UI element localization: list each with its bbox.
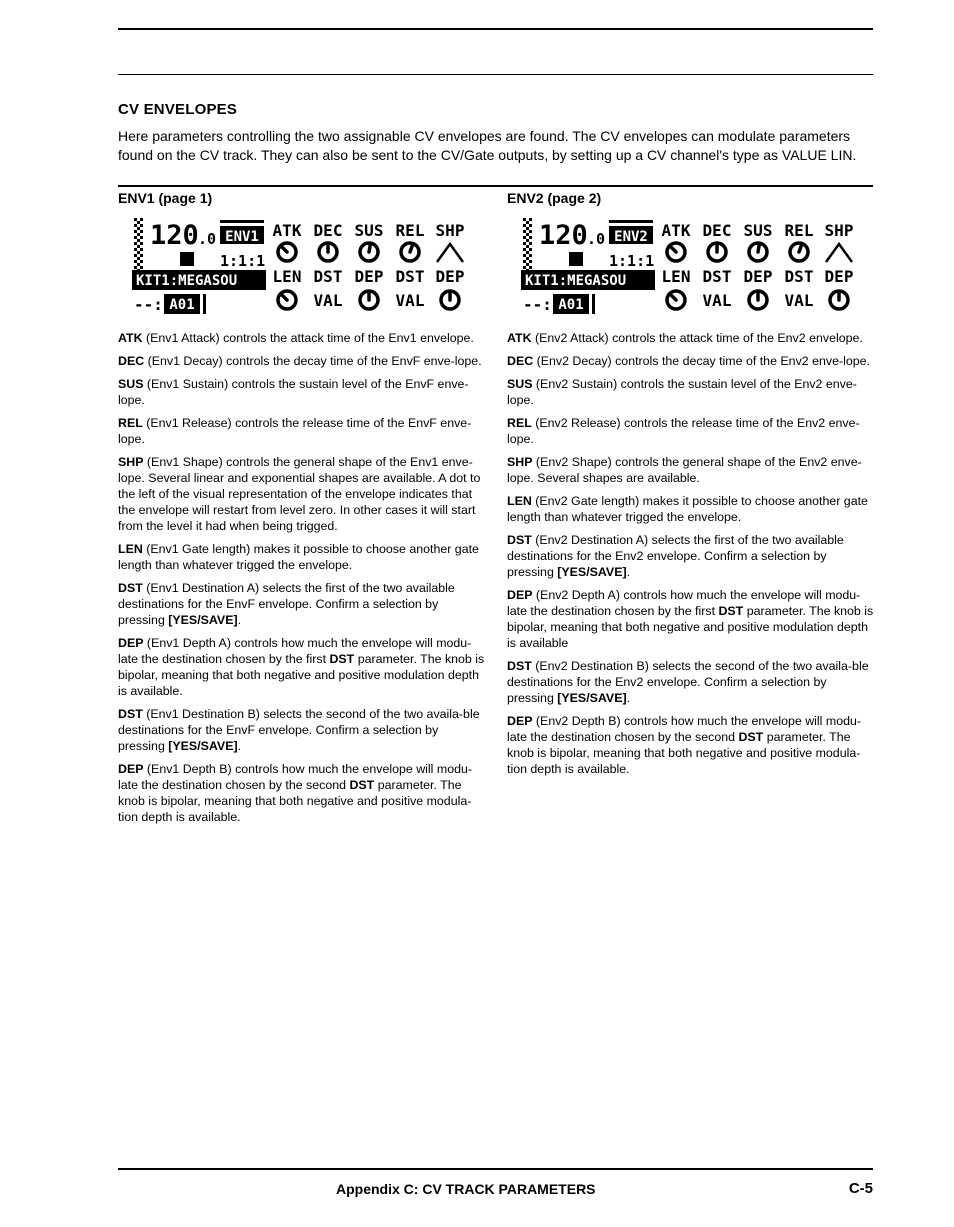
param-name: REL [118,416,143,430]
lcd-value-val: VAL [313,291,343,310]
lcd-page-bar [220,220,264,223]
param-name: LEN [118,542,143,556]
lcd-page-bar [609,220,653,223]
param-dst-description [118,580,486,628]
param-name: DST [507,659,532,673]
param-shp-description [118,454,486,534]
param-keyword: [YES/SAVE] [557,565,627,579]
param-dst-description [118,706,486,754]
param-name: SUS [507,377,533,391]
param-text: parameter. The knob is bipolar, meaning that both negative and positive modulation depth is available. [118,652,485,698]
param-text: (Env2 Decay) controls the decay time of the Env2 enve-lope. [533,354,870,368]
lcd-pattern-prefix: --: [134,295,163,314]
lcd-label-atk: ATK [661,221,691,240]
param-name: DST [118,581,143,595]
param-keyword: [YES/SAVE] [168,613,238,627]
lcd-label-rel: REL [784,221,814,240]
knob-icon [790,243,808,261]
lcd-level-strip [523,218,532,278]
knob-icon [278,291,296,309]
param-sus-description [507,376,875,408]
param-name: SUS [118,377,144,391]
header-rule [118,74,873,75]
param-keyword: DST [718,604,744,618]
lcd-value-val: VAL [784,291,814,310]
lcd-kit-name: KIT1:MEGASOU [136,273,238,289]
lcd-tempo-decimal: .0 [587,230,606,248]
lcd-label-dst: DST [702,267,732,286]
param-text: (Env2 Destination A) selects the first of the two available destinations for the Env2 envelope. Confirm a selection by pressing [507,533,844,579]
param-rel-description [118,415,486,447]
lcd-label-dep: DEP [354,267,384,286]
param-shp-description [507,454,875,486]
param-keyword: DST [738,730,764,744]
columns-rule [118,185,873,187]
lcd-label-dst: DST [313,267,343,286]
envelope-shape-icon [826,244,852,262]
param-text: (Env1 Release) controls the release time of the EnvF enve-lope. [118,416,472,446]
param-text: (Env1 Sustain) controls the sustain level of the EnvF enve-lope. [118,377,469,407]
lcd-ratio: 1:1:1 [609,252,655,270]
param-name: ATK [118,331,143,345]
knob-icon [667,291,685,309]
env1-title: ENV1 (page 1) [118,190,213,206]
param-text: (Env2 Attack) controls the attack time of the Env2 envelope. [531,331,863,345]
lcd-label-sus: SUS [354,221,384,240]
lcd-pattern-prefix: --: [523,295,552,314]
knob-icon [708,243,726,261]
param-text: (Env2 Gate length) makes it possible to choose another gate length than whatever trigged the envelope. [507,494,868,524]
param-keyword: DST [349,778,375,792]
lcd-label-shp: SHP [435,221,464,240]
param-dec-description [507,353,875,369]
param-name: SHP [118,455,144,469]
lcd-pattern: A01 [558,297,584,313]
param-text: (Env2 Sustain) controls the sustain level of the Env2 enve-lope. [507,377,857,407]
lcd-kit-name: KIT1:MEGASOU [525,273,627,289]
lcd-label-dep: DEP [824,267,853,286]
param-text: parameter. The knob is bipolar, meaning that both negative and positive modula-tion depth is available. [507,730,861,776]
lcd-label-dec: DEC [702,221,732,240]
param-dst-description [507,532,875,580]
param-len-description [118,541,486,573]
stop-icon [180,252,194,266]
param-atk-description [118,330,486,346]
knob-icon [441,291,459,309]
knob-icon [667,243,685,261]
param-name: DST [118,707,143,721]
param-name: DEP [507,588,533,602]
param-name: DEP [118,636,144,650]
param-name: LEN [507,494,532,508]
env1-lcd-screen [132,216,464,316]
knob-icon [749,291,767,309]
param-name: DEC [507,354,534,368]
lcd-label-dec: DEC [313,221,343,240]
env1-column [118,190,486,832]
lcd-page-label: ENV2 [614,229,648,245]
param-keyword: DST [329,652,355,666]
lcd-level-strip [134,218,143,278]
knob-icon [401,243,419,261]
param-keyword: [YES/SAVE] [168,739,238,753]
top-rule [118,28,873,30]
param-text: (Env1 Attack) controls the attack time of the Env1 envelope. [142,331,474,345]
lcd-label-sus: SUS [743,221,773,240]
env2-lcd-screen [521,216,853,316]
footer-title: Appendix C: CV TRACK PARAMETERS [336,1181,596,1197]
env1-param-list [118,330,486,825]
knob-icon [319,243,337,261]
lcd-tempo: 120 [150,220,199,251]
param-name: SHP [507,455,533,469]
param-dst-description [507,658,875,706]
param-name: DEC [118,354,145,368]
page-number: C-5 [848,1180,873,1197]
lcd-label-dep: DEP [435,267,464,286]
section-title: CV ENVELOPES [118,101,238,118]
param-text: (Env2 Destination B) selects the second of the two availa-ble destinations for the Env2 envelope. Confirm a selection by pressing [507,659,869,705]
param-atk-description [507,330,875,346]
lcd-tempo-decimal: .0 [198,230,217,248]
lcd-label-dst: DST [784,267,814,286]
lcd-cursor [203,294,206,314]
stop-icon [569,252,583,266]
param-text: (Env1 Destination A) selects the first of the two available destinations for the EnvF envelope. Confirm a selection by pressing [118,581,455,627]
param-text: (Env1 Shape) controls the general shape of the Env1 enve-lope. Several linear and exponential shapes are available. A dot to the left of the visual representation of the envelope indicates that the envelope will restart from level zero. In other cases it will start from the level it had when being trigged. [118,455,481,533]
lcd-page-label: ENV1 [225,229,259,245]
lcd-label-dep: DEP [743,267,773,286]
param-text: (Env1 Depth B) controls how much the envelope will modu-late the destination chosen by the second [118,762,472,792]
param-text: . [237,739,242,753]
lcd-value-val: VAL [702,291,732,310]
param-text: parameter. The knob is bipolar, meaning that both negative and positive modulation depth is available [507,604,874,650]
param-text: (Env1 Depth A) controls how much the envelope will modu-late the destination chosen by the first [118,636,472,666]
param-name: DEP [507,714,533,728]
param-sus-description [118,376,486,408]
param-name: REL [507,416,532,430]
param-dep-description [507,587,875,651]
env2-column [507,190,875,784]
env2-param-list [507,330,875,777]
lcd-label-dst: DST [395,267,425,286]
param-dec-description [118,353,486,369]
param-text: (Env1 Destination B) selects the second of the two availa-ble destinations for the EnvF envelope. Confirm a selection by pressing [118,707,480,753]
param-dep-description [118,761,486,825]
lcd-pattern: A01 [169,297,195,313]
lcd-label-shp: SHP [824,221,853,240]
param-text: . [237,613,242,627]
param-dep-description [507,713,875,777]
section-intro: Here parameters controlling the two assignable CV envelopes are found. The CV envelopes can modulate parameters found on the CV track. They can also be sent to the CV/Gate outputs, by setting up a CV channel's type as VALUE LIN. [118,128,857,163]
lcd-tempo: 120 [539,220,588,251]
param-text: . [626,565,631,579]
param-text: . [626,691,631,705]
param-rel-description [507,415,875,447]
knob-icon [830,291,848,309]
param-text: (Env1 Decay) controls the decay time of the EnvF enve-lope. [144,354,482,368]
param-name: DST [507,533,532,547]
knob-icon [278,243,296,261]
param-text: parameter. The knob is bipolar, meaning that both negative and positive modula-tion depth is available. [118,778,472,824]
param-keyword: [YES/SAVE] [557,691,627,705]
param-text: (Env1 Gate length) makes it possible to choose another gate length than whatever trigged the envelope. [118,542,479,572]
param-name: DEP [118,762,144,776]
param-text: (Env2 Shape) controls the general shape of the Env2 enve-lope. Several shapes are available. [507,455,862,485]
env2-title: ENV2 (page 2) [507,190,602,206]
footer-rule [118,1168,873,1170]
lcd-label-len: LEN [272,267,302,286]
param-text: (Env2 Release) controls the release time of the Env2 enve-lope. [507,416,860,446]
knob-icon [749,243,767,261]
lcd-value-val: VAL [395,291,425,310]
param-dep-description [118,635,486,699]
param-text: (Env2 Depth B) controls how much the envelope will modu-late the destination chosen by the second [507,714,861,744]
envelope-shape-icon [437,244,463,262]
param-len-description [507,493,875,525]
knob-icon [360,291,378,309]
lcd-label-atk: ATK [272,221,302,240]
knob-icon [360,243,378,261]
param-text: (Env2 Depth A) controls how much the envelope will modu-late the destination chosen by the first [507,588,861,618]
lcd-label-len: LEN [661,267,691,286]
lcd-label-rel: REL [395,221,425,240]
lcd-cursor [592,294,595,314]
param-name: ATK [507,331,532,345]
lcd-ratio: 1:1:1 [220,252,266,270]
